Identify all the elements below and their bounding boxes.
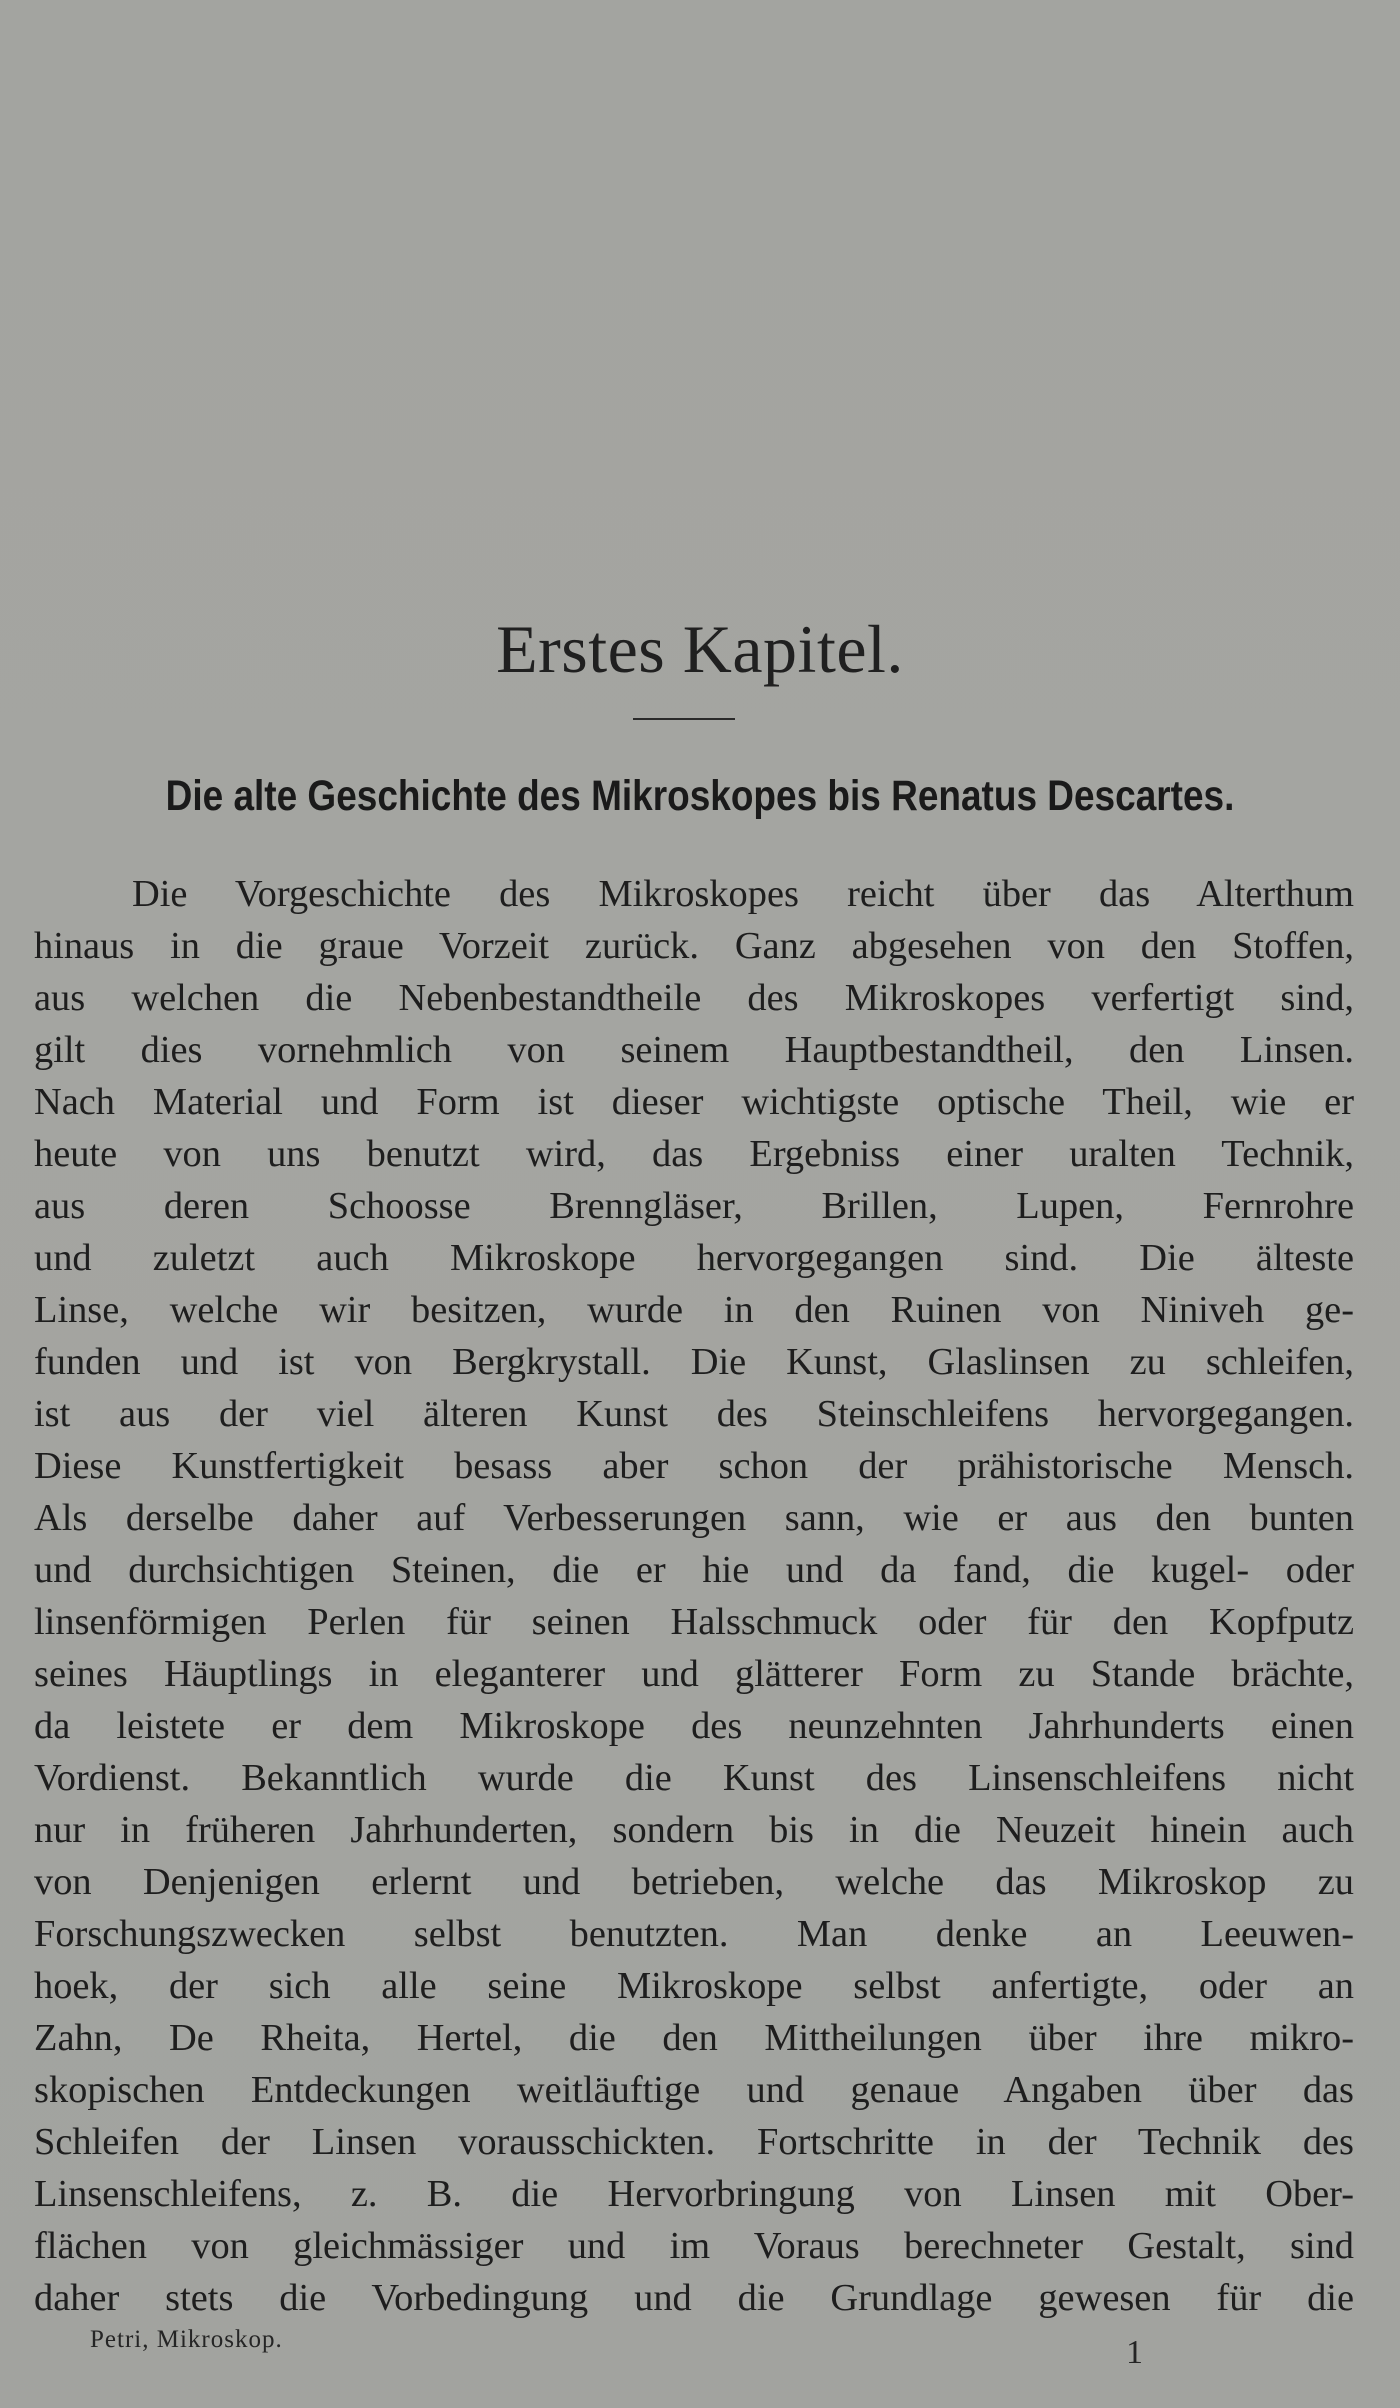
body-paragraph xyxy=(34,868,1354,2324)
text-line: aus welchen die Nebenbestandtheile des Mikroskopes verfertigt sind, xyxy=(34,977,1354,1019)
title-divider xyxy=(633,718,735,720)
text-line: flächen von gleichmässiger und im Voraus berechneter Gestalt, sind xyxy=(34,2225,1354,2267)
text-line: Linsenschleifens, z. B. die Hervorbringung von Linsen mit Ober- xyxy=(34,2173,1354,2215)
section-heading: Die alte Geschichte des Mikroskopes bis Renatus Descartes. xyxy=(165,772,1235,820)
text-line: linsenförmigen Perlen für seinen Halsschmuck oder für den Kopfputz xyxy=(34,1601,1354,1643)
text-line: Vordienst. Bekanntlich wurde die Kunst des Linsenschleifens nicht xyxy=(34,1757,1354,1799)
text-line: und zuletzt auch Mikroskope hervorgegangen sind. Die älteste xyxy=(34,1237,1354,1279)
text-line: Die Vorgeschichte des Mikroskopes reicht über das Alterthum xyxy=(132,873,1354,915)
text-line: Linse, welche wir besitzen, wurde in den Ruinen von Niniveh ge- xyxy=(34,1289,1354,1331)
text-line: hoek, der sich alle seine Mikroskope selbst anfertigte, oder an xyxy=(34,1965,1354,2007)
text-line: von Denjenigen erlernt und betrieben, welche das Mikroskop zu xyxy=(34,1861,1354,1903)
footer-signature: Petri, Mikroskop. xyxy=(90,2326,283,2353)
text-line: gilt dies vornehmlich von seinem Hauptbestandtheil, den Linsen. xyxy=(34,1029,1354,1071)
chapter-title: Erstes Kapitel. xyxy=(496,611,904,687)
text-line: funden und ist von Bergkrystall. Die Kunst, Glaslinsen zu schleifen, xyxy=(34,1341,1354,1383)
text-line: skopischen Entdeckungen weitläuftige und genaue Angaben über das xyxy=(34,2069,1354,2111)
text-line: heute von uns benutzt wird, das Ergebniss einer uralten Technik, xyxy=(34,1133,1354,1175)
text-line: Zahn, De Rheita, Hertel, die den Mittheilungen über ihre mikro- xyxy=(34,2017,1354,2059)
text-line: da leistete er dem Mikroskope des neunzehnten Jahrhunderts einen xyxy=(34,1705,1354,1747)
text-line: seines Häuptlings in eleganterer und glätterer Form zu Stande brächte, xyxy=(34,1653,1354,1695)
text-line: Als derselbe daher auf Verbesserungen sann, wie er aus den bunten xyxy=(34,1497,1354,1539)
text-line: Diese Kunstfertigkeit besass aber schon der prähistorische Mensch. xyxy=(34,1445,1354,1487)
text-line: Nach Material und Form ist dieser wichtigste optische Theil, wie er xyxy=(34,1081,1354,1123)
text-line: Forschungszwecken selbst benutzten. Man denke an Leeuwen- xyxy=(34,1913,1354,1955)
text-line: hinaus in die graue Vorzeit zurück. Ganz abgesehen von den Stoffen, xyxy=(34,925,1354,967)
text-line: und durchsichtigen Steinen, die er hie und da fand, die kugel- oder xyxy=(34,1549,1354,1591)
text-line: ist aus der viel älteren Kunst des Steinschleifens hervorgegangen. xyxy=(34,1393,1354,1435)
text-line: daher stets die Vorbedingung und die Grundlage gewesen für die xyxy=(34,2277,1354,2319)
text-line: Schleifen der Linsen vorausschickten. Fortschritte in der Technik des xyxy=(34,2121,1354,2163)
text-line: nur in früheren Jahrhunderten, sondern bis in die Neuzeit hinein auch xyxy=(34,1809,1354,1851)
page-number: 1 xyxy=(1126,2334,1143,2371)
text-line: aus deren Schoosse Brenngläser, Brillen, Lupen, Fernrohre xyxy=(34,1185,1354,1227)
